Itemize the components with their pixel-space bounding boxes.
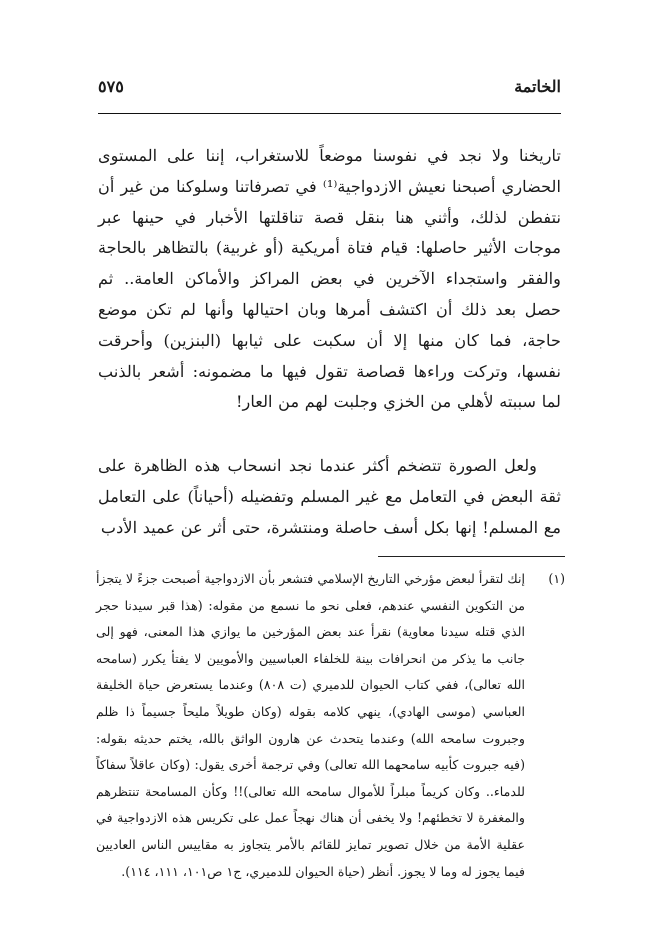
- footnote-rule: [378, 556, 565, 557]
- footnote: [96, 566, 565, 885]
- body-paragraph-2: ولعل الصورة تتضخم أكثر عندما نجد انسحاب هذه الظاهرة على ثقة البعض في التعامل مع غير المسلم وتفضيله (أحياناً) على التعامل مع المسلم! إنها بكل أسف حاصلة ومنتشرة، حتى أثر عن عميد الأدب: [98, 456, 561, 537]
- running-title: الخاتمة: [514, 77, 561, 96]
- header-rule: [98, 113, 561, 114]
- body-paragraph-1: تاريخنا ولا نجد في نفوسنا موضعاً للاستغراب، إننا على المستوى الحضاري أصبحنا نعيش الازدواجية⁽¹⁾ في تصرفاتنا وسلوكنا من غير أن نتفطن لذلك، وأثني هنا بنقل قصة تناقلتها الأخبار في حينها عبر موجات الأثير حاصلها: قيام فتاة أمريكية (أو غربية) بالتظاهر بالحاجة والفقر واستجداء الآخرين في بعض المراكز والأماكن العامة.. ثم حصل بعد ذلك أن اكتشف أمرها وبان احتيالها وأنها لم تكن موضع حاجة، فما كان منها إلا أن سكبت على ثيابها (البنزين) وأحرقت نفسها، وتركت وراءها قصاصة تقول فيها ما مضمونه: أشعر بالذنب لما سببته لأهلي من الخزي وجلبت لهم من العار!: [98, 146, 561, 412]
- footnote-text: إنك لتقرأ لبعض مؤرخي التاريخ الإسلامي فتشعر بأن الازدواجية أصبحت جزءً لا يتجزأ من التكوين النفسي عندهم، فعلى نحو ما نسمع من مقوله: (هذا قبر سيدنا حجر الذي قتله سيدنا معاوية) نقرأ عند بعض المؤرخين ما يوازي هذا المعنى، فهو إلى جانب ما يذكر من انحرافات بينة للخلفاء العباسيين والأمويين لا يفتأ يكرر (سامحه الله تعالى)، ففي كتاب الحيوان للدميري (ت ٨٠٨) وعندما يستعرض حياة الخليفة العباسي (موسى الهادي)، ينهي كلامه بقوله (وكان طويلاً مليحاً جسيماً ذا ظلم وجبروت سامحه الله) وعندما يتحدث عن هارون الواثق بالله، يختم حديثه بقوله: (فيه جبروت كأبيه سامحهما الله تعالى) وفي ترجمة أخرى يقول: (وكان عاقلاً سفاكاً للدماء.. وكان كريماً مبلراً للأموال سامحه الله تعالى)!! وكأن المسامحة تنتظرهم والمغفرة لا تخطئهم! ولا يخفى أن هناك نهجاً عمل على تكريس هذه الازدواجية في عقلية الأمة من خلال تصوير تمايز للقائم بالأمر يتجاوز به مقاييس الناس العاديين فيما يجوز له وما لا يجوز. أنظر (حياة الحيوان للدميري، ج١ ص١٠١، ١١١، ١١٤).: [96, 571, 525, 879]
- page-number: ٥٧٥: [98, 77, 124, 96]
- body-paragraph-2-block: [98, 451, 561, 543]
- body-paragraph-1-block: [98, 141, 561, 418]
- page-header: [98, 76, 561, 100]
- footnote-number: (١): [548, 571, 565, 586]
